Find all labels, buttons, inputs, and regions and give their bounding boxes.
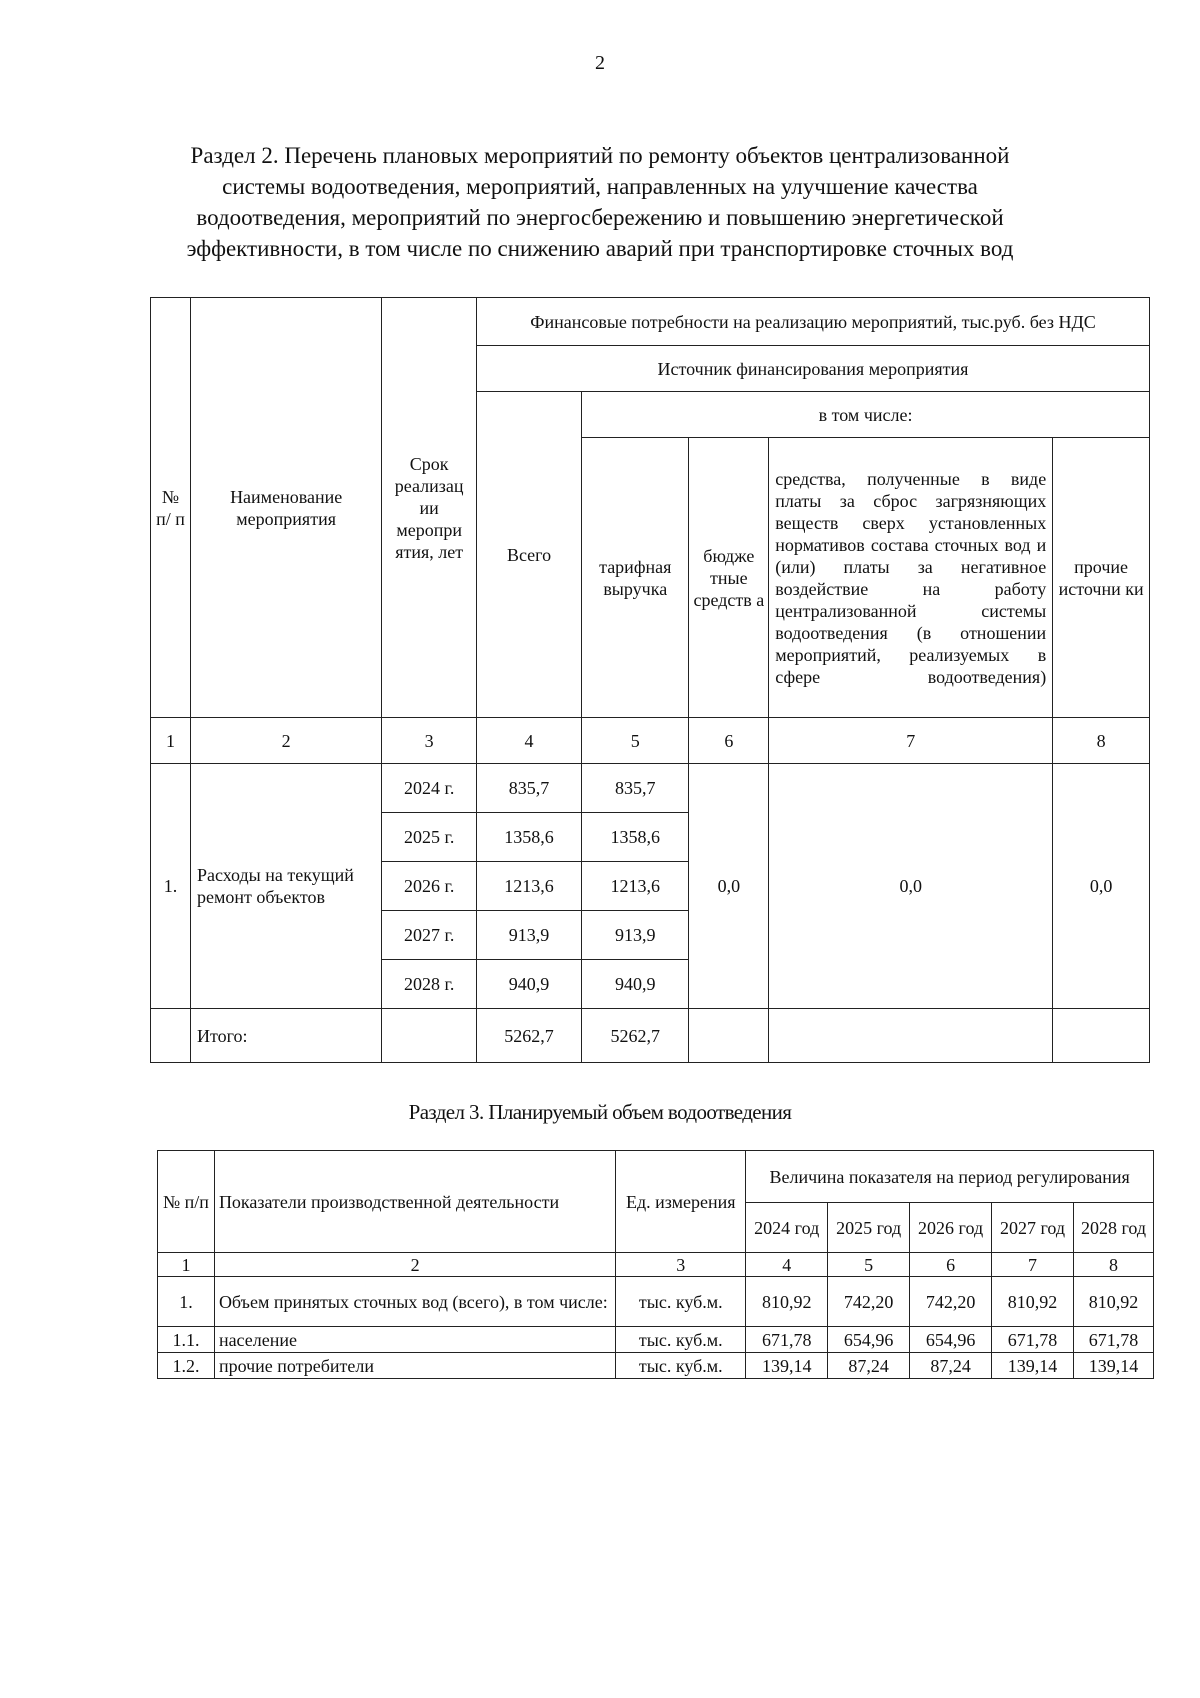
col-number: 3 bbox=[616, 1253, 746, 1277]
header-indicator: Показатели производственной деятельности bbox=[214, 1151, 615, 1253]
item-other: 0,0 bbox=[1053, 764, 1150, 1009]
header-other: прочие источни ки bbox=[1053, 438, 1150, 718]
item-total: 913,9 bbox=[476, 911, 581, 960]
column-numbers-row bbox=[158, 1253, 1154, 1277]
item-year: 2024 г. bbox=[382, 764, 477, 813]
table-row bbox=[158, 1327, 1154, 1353]
item-tariff: 1213,6 bbox=[582, 862, 689, 911]
total-budget-empty bbox=[689, 1009, 769, 1063]
col-number: 7 bbox=[769, 718, 1053, 764]
total-other-empty bbox=[1053, 1009, 1150, 1063]
col-number: 7 bbox=[992, 1253, 1074, 1277]
item-year: 2028 г. bbox=[382, 960, 477, 1009]
section-3-title: Раздел 3. Планируемый объем водоотведения bbox=[408, 1100, 792, 1124]
item-year: 2027 г. bbox=[382, 911, 477, 960]
total-row bbox=[151, 1009, 1150, 1063]
total-fees-empty bbox=[769, 1009, 1053, 1063]
row-name: Объем принятых сточных вод (всего), в том числе: bbox=[214, 1277, 615, 1327]
row-value: 742,20 bbox=[828, 1277, 910, 1327]
col-number: 6 bbox=[910, 1253, 992, 1277]
col-number: 2 bbox=[214, 1253, 615, 1277]
total-term-empty bbox=[382, 1009, 477, 1063]
row-name: население bbox=[214, 1327, 615, 1353]
col-number: 3 bbox=[382, 718, 477, 764]
row-value: 671,78 bbox=[992, 1327, 1074, 1353]
col-number: 8 bbox=[1074, 1253, 1154, 1277]
item-total: 1213,6 bbox=[476, 862, 581, 911]
item-fees: 0,0 bbox=[769, 764, 1053, 1009]
column-numbers-row bbox=[151, 718, 1150, 764]
row-unit: тыс. куб.м. bbox=[616, 1277, 746, 1327]
header-tariff: тарифная выручка bbox=[582, 438, 689, 718]
row-value: 139,14 bbox=[1074, 1353, 1154, 1379]
table-row bbox=[151, 764, 1150, 813]
total-tariff: 5262,7 bbox=[582, 1009, 689, 1063]
total-num-empty bbox=[151, 1009, 191, 1063]
row-unit: тыс. куб.м. bbox=[616, 1353, 746, 1379]
row-name: прочие потребители bbox=[214, 1353, 615, 1379]
row-value: 139,14 bbox=[992, 1353, 1074, 1379]
item-tariff: 940,9 bbox=[582, 960, 689, 1009]
row-value: 87,24 bbox=[910, 1353, 992, 1379]
row-value: 671,78 bbox=[746, 1327, 828, 1353]
col-number: 1 bbox=[158, 1253, 215, 1277]
col-number: 5 bbox=[582, 718, 689, 764]
item-budget: 0,0 bbox=[689, 764, 769, 1009]
header-num: № п/ п bbox=[151, 298, 191, 718]
header-source: Источник финансирования мероприятия bbox=[476, 346, 1149, 392]
row-value: 139,14 bbox=[746, 1353, 828, 1379]
row-num: 1.2. bbox=[158, 1353, 215, 1379]
header-total: Всего bbox=[476, 392, 581, 718]
header-term: Срок реализац ии меропри ятия, лет bbox=[382, 298, 477, 718]
row-num: 1. bbox=[158, 1277, 215, 1327]
header-year: 2024 год bbox=[746, 1203, 828, 1253]
col-number: 1 bbox=[151, 718, 191, 764]
header-fees bbox=[769, 438, 1053, 718]
item-year: 2025 г. bbox=[382, 813, 477, 862]
row-value: 87,24 bbox=[828, 1353, 910, 1379]
item-total: 940,9 bbox=[476, 960, 581, 1009]
item-num: 1. bbox=[151, 764, 191, 1009]
item-tariff: 835,7 bbox=[582, 764, 689, 813]
item-name: Расходы на текущий ремонт объектов bbox=[190, 764, 381, 1009]
header-period: Величина показателя на период регулирования bbox=[746, 1151, 1154, 1203]
section-2-table bbox=[150, 297, 1150, 1063]
row-value: 810,92 bbox=[746, 1277, 828, 1327]
row-num: 1.1. bbox=[158, 1327, 215, 1353]
row-value: 671,78 bbox=[1074, 1327, 1154, 1353]
header-year: 2026 год bbox=[910, 1203, 992, 1253]
col-number: 2 bbox=[190, 718, 381, 764]
col-number: 5 bbox=[828, 1253, 910, 1277]
table-row bbox=[158, 1353, 1154, 1379]
table-row bbox=[158, 1277, 1154, 1327]
header-financial: Финансовые потребности на реализацию мероприятий, тыс.руб. без НДС bbox=[476, 298, 1149, 346]
header-year: 2025 год bbox=[828, 1203, 910, 1253]
total-label: Итого: bbox=[190, 1009, 381, 1063]
item-tariff: 1358,6 bbox=[582, 813, 689, 862]
header-year: 2027 год bbox=[992, 1203, 1074, 1253]
page-number: 2 bbox=[595, 52, 605, 74]
header-including: в том числе: bbox=[582, 392, 1150, 438]
row-value: 810,92 bbox=[1074, 1277, 1154, 1327]
header-name: Наименование мероприятия bbox=[190, 298, 381, 718]
header-year: 2028 год bbox=[1074, 1203, 1154, 1253]
item-tariff: 913,9 bbox=[582, 911, 689, 960]
total-sum: 5262,7 bbox=[476, 1009, 581, 1063]
item-year: 2026 г. bbox=[382, 862, 477, 911]
col-number: 8 bbox=[1053, 718, 1150, 764]
row-value: 654,96 bbox=[910, 1327, 992, 1353]
col-number: 4 bbox=[746, 1253, 828, 1277]
header-fees-text: средства, полученные в виде платы за сброс загрязняющих веществ сверх установленных нормативов состава сточных вод и (или) платы за негативное воздействие на работу централизованной системы водоотведения (в отношении мероприятий, реализуемых в сфере водоотведения) bbox=[775, 468, 1047, 687]
row-unit: тыс. куб.м. bbox=[616, 1327, 746, 1353]
row-value: 810,92 bbox=[992, 1277, 1074, 1327]
section-2-title: Раздел 2. Перечень плановых мероприятий по ремонту объектов централизованной системы водоотведения, мероприятий, направленных на улучшение качества водоотведения, мероприятий по энергосбережению и повышению энергетической эффективности, в том числе по снижению аварий при транспортировке сточных вод bbox=[186, 143, 1014, 261]
row-value: 742,20 bbox=[910, 1277, 992, 1327]
row-value: 654,96 bbox=[828, 1327, 910, 1353]
header-num: № п/п bbox=[158, 1151, 215, 1253]
col-number: 6 bbox=[689, 718, 769, 764]
item-total: 835,7 bbox=[476, 764, 581, 813]
header-unit: Ед. измерения bbox=[616, 1151, 746, 1253]
item-total: 1358,6 bbox=[476, 813, 581, 862]
header-budget: бюдже тные средств а bbox=[689, 438, 769, 718]
col-number: 4 bbox=[476, 718, 581, 764]
section-3-table bbox=[157, 1150, 1154, 1379]
